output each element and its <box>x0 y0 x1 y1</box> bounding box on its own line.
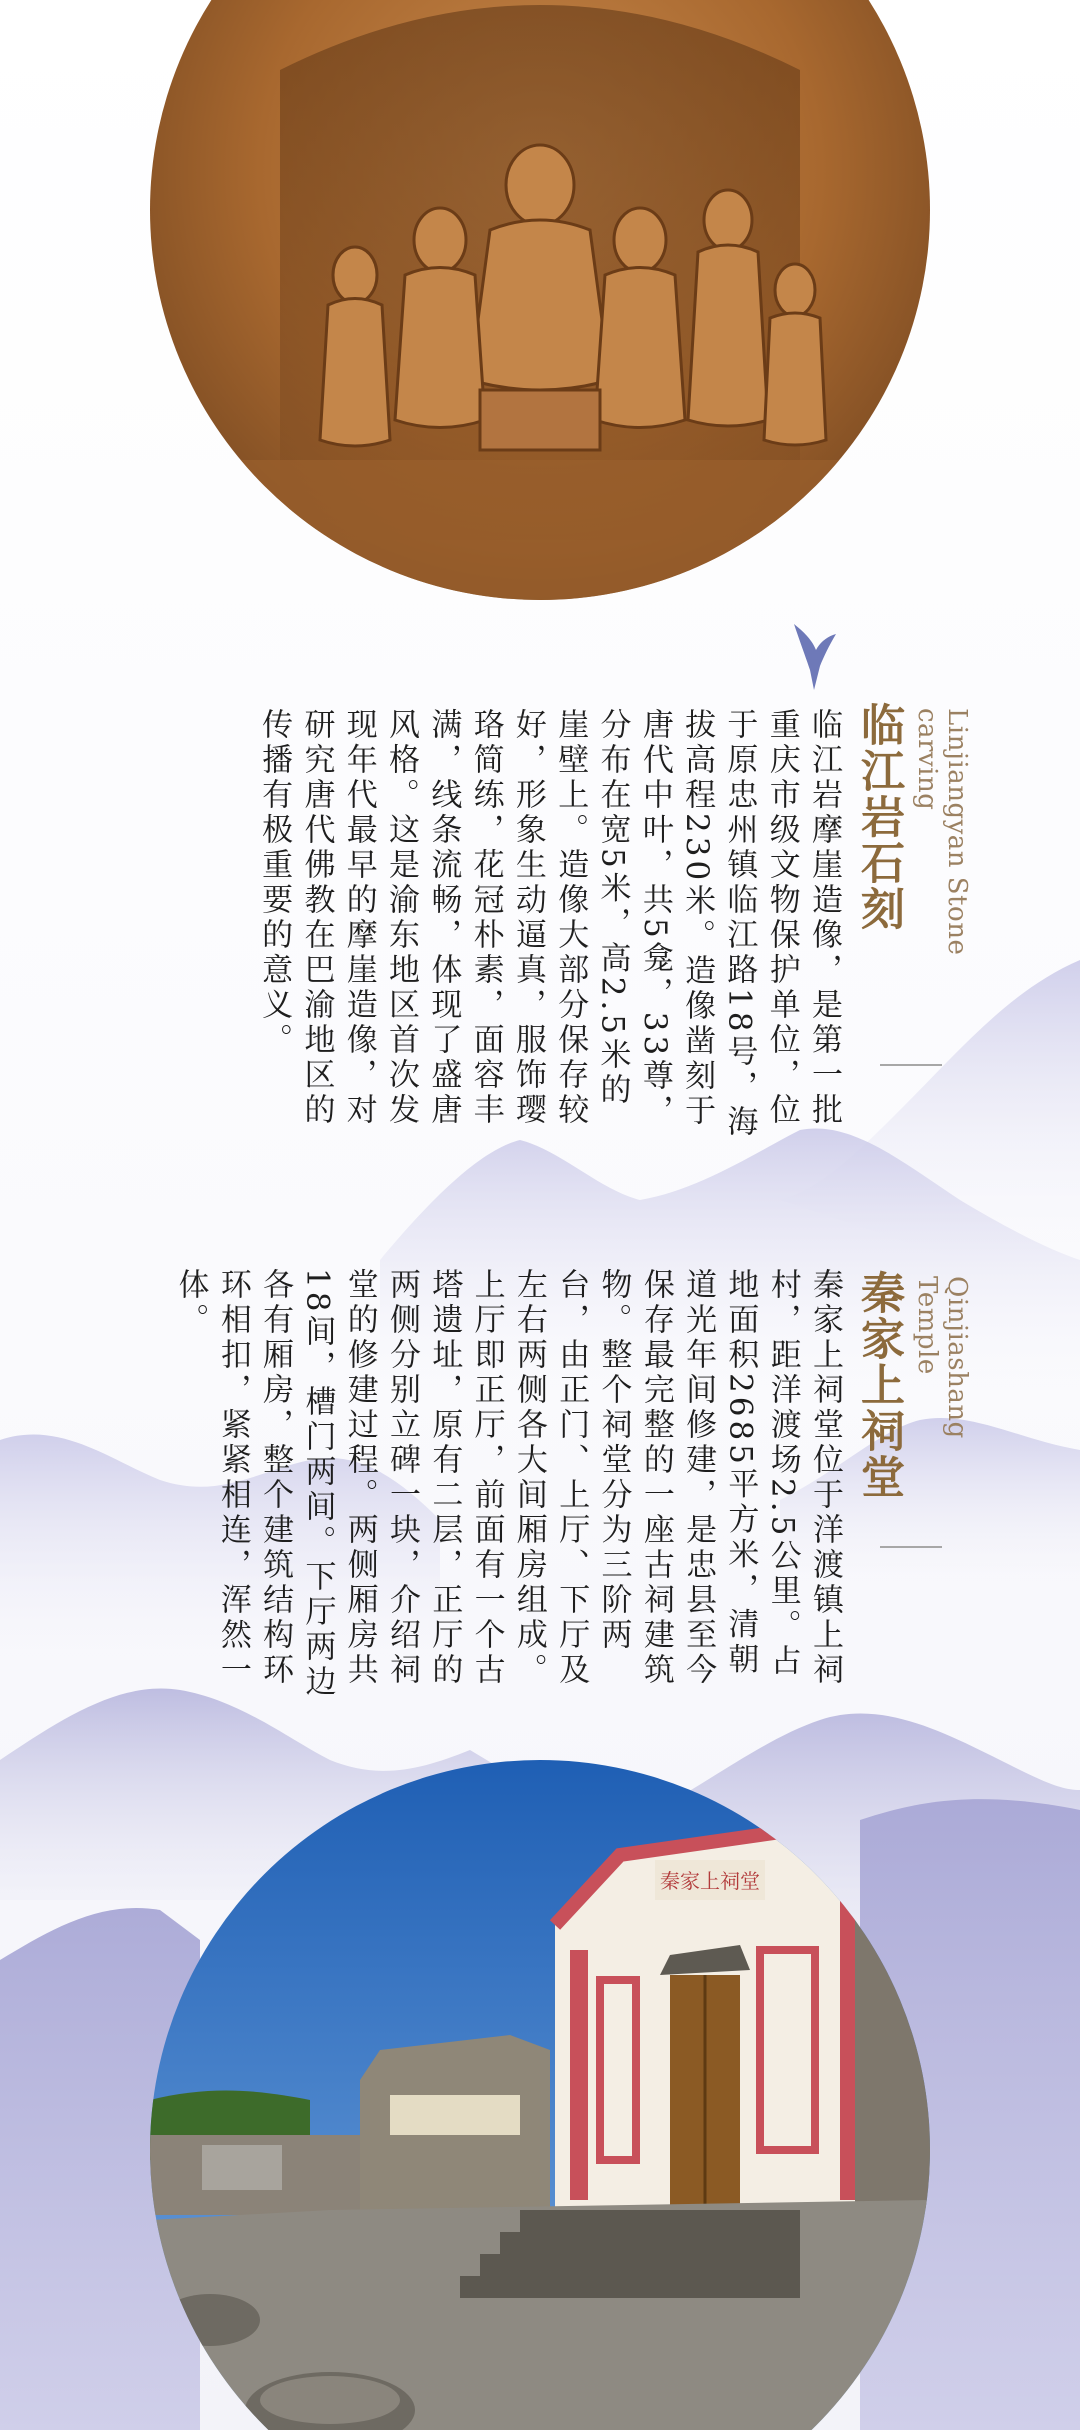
section2-divider <box>880 1546 942 1548</box>
temple-plaque-text: 秦家上祠堂 <box>660 1869 760 1893</box>
section2-subtitle: Qinjiashang Temple <box>912 1276 972 1439</box>
section2-body: 秦家上祠堂位于洋渡镇上祠村，距洋渡场2.5公里。占地面积2685平方米，清朝道光年间修建，是忠县至今保存最完整的一座古祠建筑物。整个祠堂分为三阶两台，由正门、上厅、下厅及左右两侧各大间厢房组成。上厅即正厅，前面有一个古塔遗址，原有二层，正厅的两侧分别立碑一块，介绍祠堂的修建过程。两侧厢房共18间，槽门两间。下厅两边各有厢房，整个建筑结构环环相扣，紧紧相连，浑然一体。 <box>172 1268 843 1701</box>
section1-body: 临江岩摩崖造像，是第一批重庆市级文物保护单位，位于原忠州镇临江路18号，海拔高程230米。造像凿刻于唐代中叶，共5龛，33尊，分布在宽5米，高2.5米的崖壁上。造像大部分保存较好，形象生动逼真，服饰璎珞简练，花冠朴素，面容丰满，线条流畅，体现了盛唐风格。这是渝东地区首次发现年代最早的摩崖造像，对研究唐代佛教在巴渝地区的传播有极重要的意义。 <box>256 708 842 1141</box>
section1-divider <box>880 1064 942 1066</box>
swallow-icon <box>790 622 838 692</box>
section2-title: 秦家上祠堂 <box>853 1270 904 1500</box>
section1-title: 临江岩石刻 <box>853 702 904 932</box>
section1-subtitle: Linjiangyan Stone carving <box>912 708 972 956</box>
